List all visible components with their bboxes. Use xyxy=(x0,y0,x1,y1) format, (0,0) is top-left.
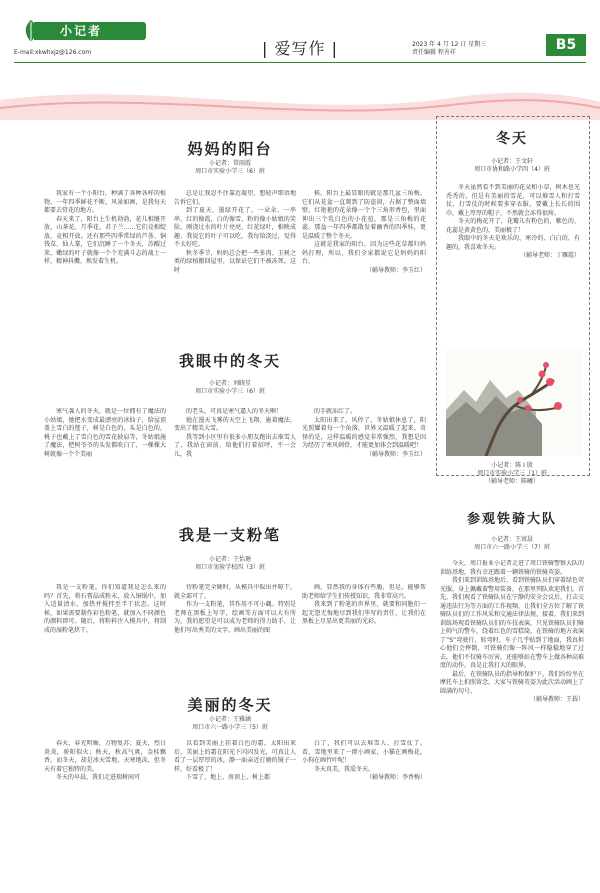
paragraph: 今天，周口报业小记者走进了周口铁骑警察大队的训练基地，我有幸还跟着一辆铁骑的铁骑英姿。 xyxy=(440,560,584,576)
section-title: | 爱写作 | xyxy=(262,39,338,58)
article-column xyxy=(174,190,296,330)
article-column xyxy=(302,740,426,864)
article-column xyxy=(174,408,296,520)
author: 小记者：陈 I 殷 xyxy=(491,462,533,469)
paragraph: 白了，我们可以去堆雪人、打雪仗了。看，雪地里来了一群小画家，小猫在画梅花，小狗在画竹叶呢！ xyxy=(302,740,426,764)
brand-logo xyxy=(14,18,164,44)
article-title: 参观铁骑大队 xyxy=(466,512,557,527)
paragraph: 我来到了粉笔的世界里，就要和同胞们一起无怨无悔地尽到我们毕写的责任，让我们在黑板上尽显出更美丽的光彩。 xyxy=(302,601,426,625)
paragraph: 这就是我家的阳台，因为这些花草都归妈妈打理，所以，我们全家都说它是妈妈的阳台。 xyxy=(302,241,426,265)
paragraph: 她在漫天飞雾的天空上飞翔，施着魔法，变出了精美大雪。 xyxy=(174,416,296,432)
teacher-note: （辅导教师：王载） xyxy=(529,696,584,703)
paragraph: 冬天虽然看不到美丽的花朵和小草，树木也光秃秃的，但是有美丽的雪花，可以堆雪人和打雪仗，打雪仗的时候要多穿衣服，要戴上长长的围巾，戴上厚厚的帽子，不然就会冻得很疼。 xyxy=(446,184,580,217)
school: 周口市实验小学三（6）班 xyxy=(195,388,265,395)
decorative-wave xyxy=(0,80,600,120)
date-line: 2023 年 4 月 12 日 星期三 xyxy=(412,41,487,48)
byline xyxy=(160,716,300,732)
paragraph: 春天来了，阳台上生机勃勃，花儿相继开放，山茶花、月季花、君子兰……它们竞相绽放，竞相开放。还有那些四季常绿的芦荟、铜钱草、仙人掌，它们沉睡了一个冬天，苏醒过来，嫩绿的叶子就像一个个充满斗志的战士一样，精神抖擞，焕发着生机。 xyxy=(44,215,166,265)
article-column xyxy=(174,740,296,864)
page-number: B5 xyxy=(546,34,586,56)
article-title: 冬天 xyxy=(496,131,528,147)
paragraph: 春天，春光明媚，万物复苏；夏天，烈日炎炎，骄阳似火；秋天，秋高气爽，金桂飘香。而冬天，却是冰天雪地，天寒地冻，但冬天有着它独特的美。 xyxy=(44,740,166,773)
header-divider xyxy=(14,62,586,63)
byline xyxy=(436,536,588,552)
paragraph: 总是让我忍不住靠近凝望，想轻声细语地告诉它们。 xyxy=(174,190,296,206)
painting-caption xyxy=(440,462,584,486)
school: 周口市协和路小学四（4）班 xyxy=(474,166,550,173)
author: 小记者：王文轩 xyxy=(490,158,533,165)
article-column xyxy=(446,184,580,346)
teacher-note: （辅导老师：丁雁霞） xyxy=(519,252,580,259)
teacher-note: （辅导教师：李玉红） xyxy=(365,450,426,458)
author: 小记者：刘晓星 xyxy=(208,380,251,387)
teacher-note: （辅导教师：李玉红） xyxy=(365,266,426,274)
author: 小记者：王雅涵 xyxy=(208,716,251,723)
paragraph: 太阳出来了，风停了，冬姑娘休息了，阳光照耀着每一个角落，世界又温暖了起来。奇怪的是，这样温暖的感觉非常强烈，我想是因为经历了寒风刺骨，才能更加体会到温暖吧！ xyxy=(302,416,426,449)
paragraph: 以看到美丽上挂着白色的霜，太阳出来后，美丽上的霜在阳光下闪闪发光，可真让人看了一层厚厚的冰，静一面亲近打磨的镜子一样，好看极了！ xyxy=(174,740,296,773)
leaf-icon xyxy=(22,18,40,44)
paragraph: 我家有一个小阳台，种满了各种各样的植物，一年四季鲜花不断，风景如画，是我每天都要去赏花的地方。 xyxy=(44,190,166,214)
school: 周口市六一路小学三（7）班 xyxy=(474,544,550,551)
article-column xyxy=(174,584,296,682)
paragraph: 到了夏天，墨绿开花了，一朵朵、一串串，红的像霞，白的像雪，粉的像小姑娘的笑脸。刚浇过水的叶片亮亮，红花绿叶，相映成趣，我说它的叶子可以吃，我每给浇过，觉得不太好吃。 xyxy=(174,207,296,248)
article-column xyxy=(44,740,166,864)
paragraph: 作为一支粉笔，其作用不可小觑。特别是老师在黑板上写字，绘画等方面可以大有所为，我的愿望是可以成为老师的得力助手，让他们写出秀美的文字，画出美丽的图 xyxy=(174,601,296,634)
article-column xyxy=(44,408,166,520)
paragraph: 冬天真美，我爱冬天。 xyxy=(314,765,375,773)
article-column xyxy=(440,560,584,878)
school: 周口市实验小学三（6）班 xyxy=(195,168,265,175)
paragraph: 我是一支粉笔，你们知道我是怎么来的吗？首先，将石膏晶成粉末，放入铜锅中，加入适量清水，加热并搅拌至半干状态。这时候，如果需要制作彩色粉笔，就加入不同颜色的颜料即可。随后，将粉料注入模具中，将制成的湿粉笔烘干。 xyxy=(44,584,166,634)
paragraph: 我眼中的冬天是欢乐的、寒冷的、白白的、有趣的，我喜欢冬天。 xyxy=(446,235,580,251)
paragraph: 冬天的梅花开了，花瓣儿有粉色的，紫色的，花蕊是黄黄色的，美丽极了！ xyxy=(446,218,580,234)
paragraph: 待粉笔完全硬时，从模具中取出并晾干，就全部可了。 xyxy=(174,584,296,600)
byline xyxy=(160,160,300,176)
date-info xyxy=(412,41,486,57)
paragraph: 秋冬季节，妈妈总会把一些多肉、玉树之类的绿植搬回屋里，以保证它们不被冻死。这时 xyxy=(174,249,296,274)
byline xyxy=(160,556,300,572)
article-column xyxy=(44,584,166,682)
author: 小记者：王寓晨 xyxy=(490,536,533,543)
article-title: 美丽的冬天 xyxy=(187,696,273,714)
school: 周口市实验小学三（1）班 xyxy=(477,470,547,477)
teacher-note: （辅导教师：李香梅） xyxy=(365,774,426,781)
paragraph: 最后，在铁骑队员的指导和保护下，我们纷纷坐在摩托车上拍照留念，大家与铁骑英姿为此次活动画上了圆满的句号。 xyxy=(440,670,584,695)
paragraph: 下雪了，地上、房顶上、树上都 xyxy=(186,774,271,781)
school: 周口市実验学校四（3）班 xyxy=(195,564,265,571)
paragraph: 画，显然我的身体有些脆，但是，能够帮助老师给学生们传授知识，我非常高兴。 xyxy=(302,584,426,600)
editor-line: 责任编辑 程善祥 xyxy=(412,49,456,56)
paragraph: 的手就冻红了。 xyxy=(314,408,357,415)
paragraph: 我等到小区里有很多小朋友跑出去堆雪人了，我站在窗前，给他们打着招呼，不一会儿，我 xyxy=(174,433,296,458)
byline xyxy=(160,380,300,396)
paragraph: 的老头，可真是寒气逼人的冬天啊！ xyxy=(186,408,283,415)
plum-blossom-painting xyxy=(446,350,582,456)
author: 小记者：王怡瑭 xyxy=(208,556,251,563)
article-column xyxy=(302,190,426,330)
author: 小记者：常雨霞 xyxy=(208,160,251,167)
email-address: E-mail:xkwhxjz@126.com xyxy=(14,49,92,56)
byline xyxy=(440,158,584,174)
article-title: 我眼中的冬天 xyxy=(178,352,281,370)
brand-name: 小记者 xyxy=(60,24,103,38)
paragraph: 候，阳台上最显眼的就是那几盆三角梅，它们从花盆一直爬到了防盗窗，占据了整面墙壁，红艳艳的花朵像一个个三角形香包，里面伸出三个乳白色的小花苞，那是三角梅的花蕊。那盆一年四季都散发着幽香的四季桂，更是温暖了整个冬天。 xyxy=(302,190,426,240)
article-title: 妈妈的阳台 xyxy=(187,140,273,158)
teacher-note: （辅导老师：陈曦） xyxy=(484,478,539,485)
article-title: 我是一支粉笔 xyxy=(178,526,281,544)
article-column xyxy=(44,190,166,330)
article-column xyxy=(302,408,426,520)
page-header xyxy=(0,0,600,62)
article-column xyxy=(302,584,426,682)
school: 周口市六一路小学三（5）班 xyxy=(192,724,268,731)
paragraph: 冬天的早晨，我们走进瑞树间可 xyxy=(56,774,141,781)
paragraph: 寒气袭人的冬天，就是一位拥有了魔法的小姑娘，她把水变成最漂亮的冰仙子，给屋顶盖上雪白的毯子，树是白色的，头是白色的，桃子也戴上了雪白色的雪花披肩等，冬姑娘施了魔法，把树爷爷的头发都吹白了，一棵棵大树就像一个个美丽 xyxy=(44,408,166,458)
paragraph: 我们来到训练基地后，看到铁骑队员们穿着绿色荧光服，身上佩戴着警用装备，在那里列队欢迎我们，首先，我们观看了铁骑队员在宁静的安全会议后，打击交通违法行为等方面的工作视频，让我们全方位了解了铁骑队员们的工作风采和交通法律法规，接着，我们来到训练场观看铁骑队员们的车技表演，只见铁骑队员们骑上帅气的警车，绕着红色的雪糕筒，在铁骑的地方表演了“S”弯驶行，转弯时，车子几乎贴到了地面，我真担心他们会摔倒，可铁骑们像一阵风一样稳稳地穿了过去。他们不仅骑车厉害，还能够站在警车上做各种高难度的动作，真是让我打大的眼界。 xyxy=(440,577,584,669)
